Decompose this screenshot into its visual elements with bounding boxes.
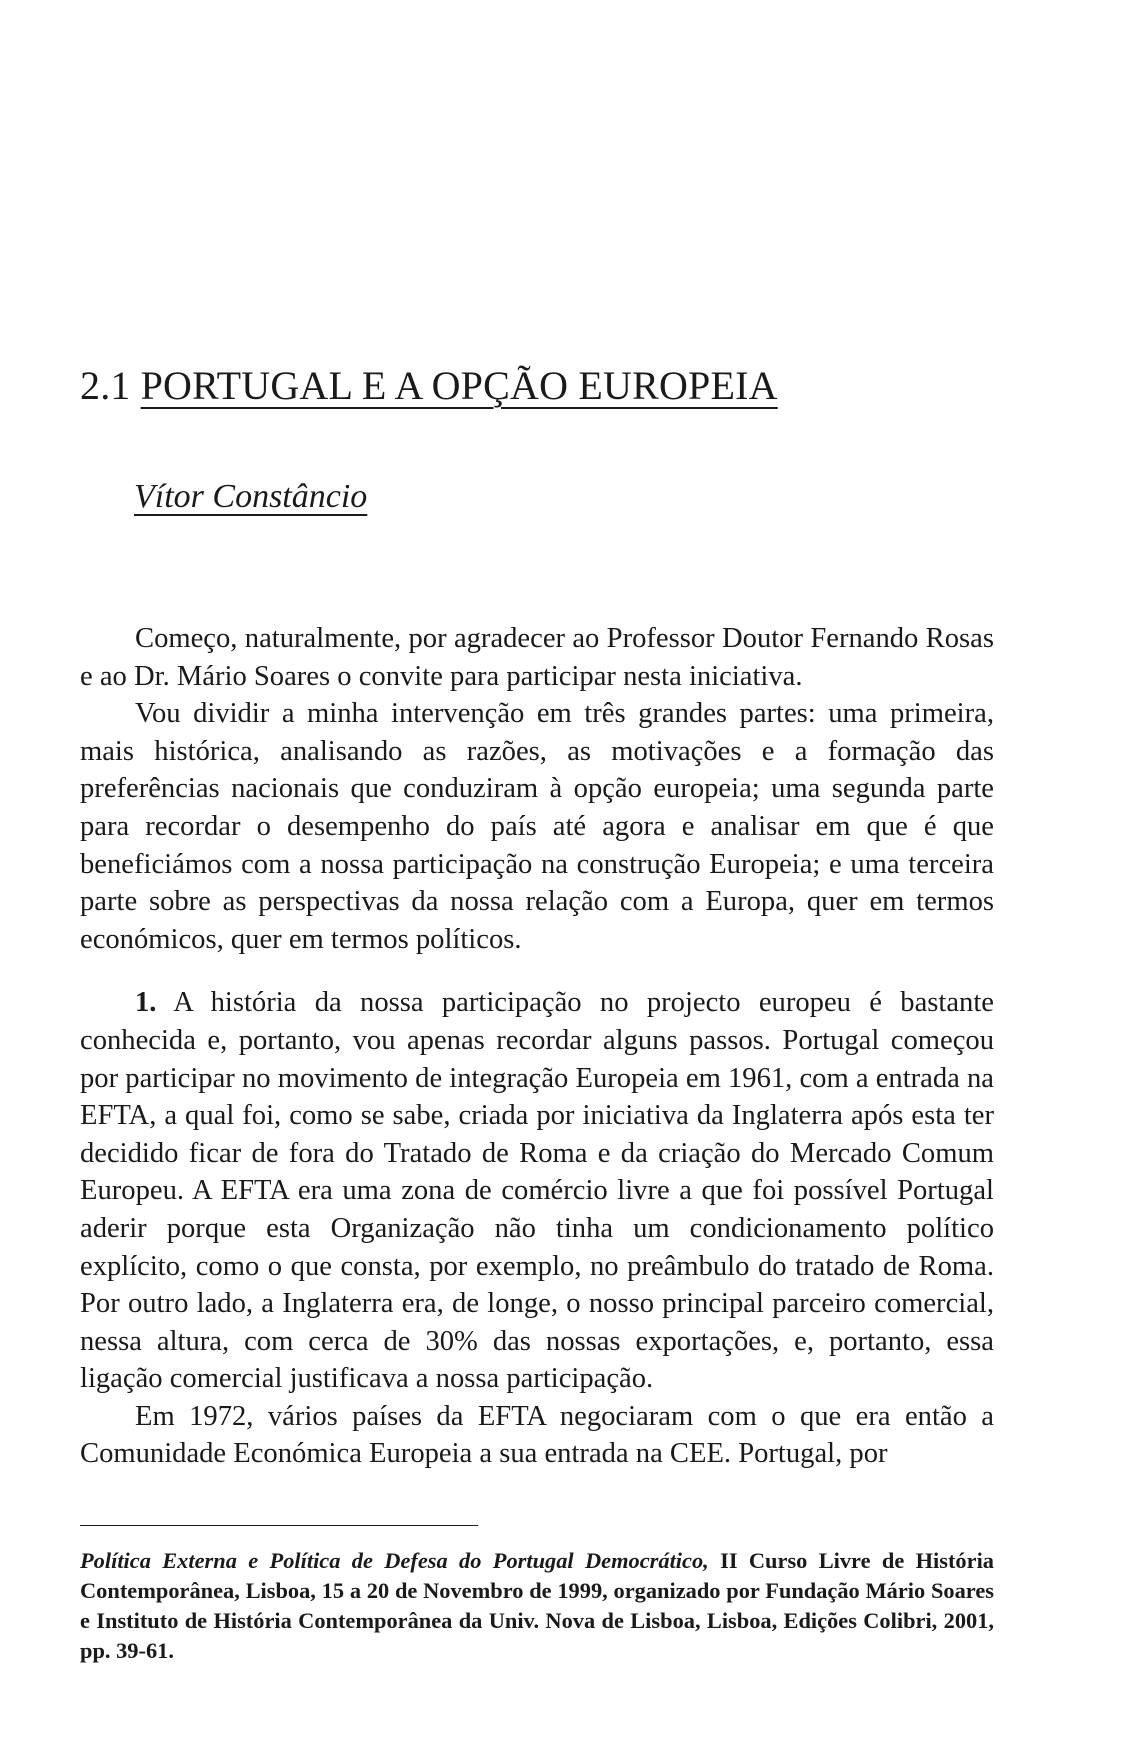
section-number: 1. [135, 987, 157, 1019]
paragraph-text: Começo, naturalmente, por agradecer ao Professor Doutor Fernando Rosas e ao Dr. Mário Soares o convite para participar nesta iniciativa. [80, 623, 994, 692]
chapter-title: PORTUGAL E A OPÇÃO EUROPEIA [140, 363, 778, 408]
paragraph-intro [80, 620, 994, 695]
footnote-divider [80, 1525, 478, 1526]
paragraph-text: Em 1972, vários países da EFTA negociaram com o que era então a Comunidade Económica Europeia a sua entrada na CEE. Portugal, por [80, 1400, 994, 1470]
paragraph-outline [80, 695, 994, 958]
paragraph-text: Vou dividir a minha intervenção em três grandes partes: uma primeira, mais histórica, analisando as razões, as motivações e a formação das preferências nacionais que conduziram à opção europeia; uma segunda parte para recordar o desempenho do país até agora e analisar em que é que beneficiámos com a nossa participação na construção Europeia; e uma terceira parte sobre as perspectivas da nossa relação com a Europa, quer em termos económicos, quer em termos políticos. [80, 698, 994, 955]
chapter-number: 2.1 [80, 363, 131, 408]
source-footnote [80, 1546, 994, 1666]
body-text [80, 620, 994, 1473]
author-name: Vítor Constâncio [134, 478, 368, 515]
footnote-book-title: Política Externa e Política de Defesa do Portugal Democrático, [80, 1548, 709, 1573]
paragraph-text: A história da nossa participação no projecto europeu é bastante conhecida e, portanto, vou apenas recordar alguns passos. Portugal começou por participar no movimento de integração Europeia em 1961, com a entrada na EFTA, a qual foi, como se sabe, criada por iniciativa da Inglaterra após esta ter decidido ficar de fora do Tratado de Roma e da criação do Mercado Comum Europeu. A EFTA era uma zona de comércio livre a que foi possível Portugal aderir porque esta Organização não tinha um condicionamento político explícito, como o que consta, por exemplo, no preâmbulo do tratado de Roma. Por outro lado, a Inglaterra era, de longe, o nosso principal parceiro comercial, nessa altura, com cerca de 30% das nossas exportações, e, portanto, essa ligação comercial justificava a nossa participação. [80, 987, 994, 1395]
paragraph-1972 [80, 1398, 994, 1473]
chapter-heading [80, 362, 778, 409]
footnote-citation: II Curso Livre de História Contemporânea, Lisboa, 15 a 20 de Novembro de 1999, organizado por Fundação Mário Soares e Instituto de História Contemporânea da Univ. Nova de Lisboa, Lisboa, Edições Colibri, 2001, pp. 39-61. [80, 1548, 994, 1663]
paragraph-section-1 [80, 984, 994, 1398]
